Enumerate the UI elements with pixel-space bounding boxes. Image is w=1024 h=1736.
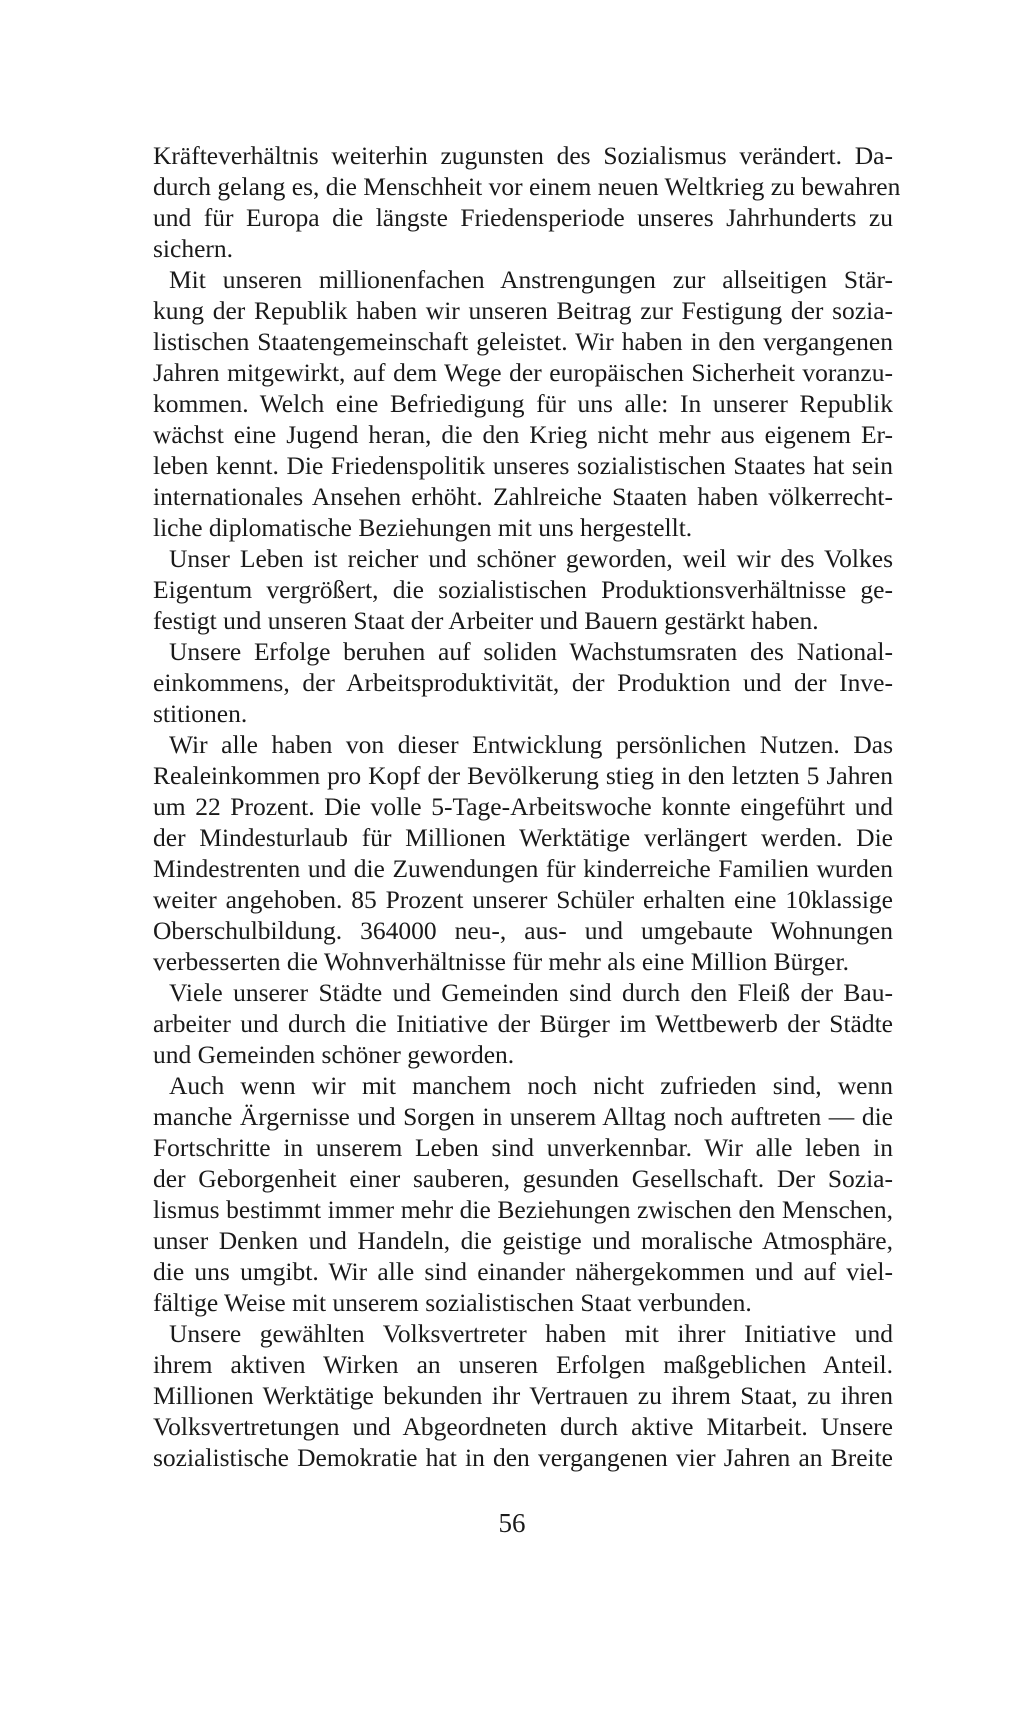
text-line: Realeinkommen pro Kopf der Bevölkerung stieg in den letzten 5 Jahren <box>153 761 893 790</box>
text-line: durch gelang es, die Menschheit vor einem neuen Weltkrieg zu bewahren <box>153 172 901 201</box>
paragraph <box>153 1318 893 1473</box>
text-line: ihrem aktiven Wirken an unseren Erfolgen maßgeblichen Anteil. <box>153 1350 893 1379</box>
text-line: arbeiter und durch die Initiative der Bürger im Wettbewerb der Städte <box>153 1009 893 1038</box>
paragraph <box>153 264 893 543</box>
text-line: Jahren mitgewirkt, auf dem Wege der europäischen Sicherheit voranzu- <box>153 358 893 387</box>
text-line: sozialistische Demokratie hat in den vergangenen vier Jahren an Breite <box>153 1443 893 1472</box>
text-line: kung der Republik haben wir unseren Beitrag zur Festigung der sozia- <box>153 296 893 325</box>
text-line: stitionen. <box>153 699 248 728</box>
text-line: sichern. <box>153 234 234 263</box>
text-line: Unser Leben ist reicher und schöner geworden, weil wir des Volkes <box>169 544 893 573</box>
text-line: internationales Ansehen erhöht. Zahlreiche Staaten haben völkerrecht- <box>153 482 893 511</box>
text-line: listischen Staatengemeinschaft geleistet. Wir haben in den vergangenen <box>153 327 893 356</box>
text-line: Millionen Werktätige bekunden ihr Vertrauen zu ihrem Staat, zu ihren <box>153 1381 893 1410</box>
text-line: der Geborgenheit einer sauberen, gesunden Gesellschaft. Der Sozia- <box>153 1164 893 1193</box>
text-line: verbesserten die Wohnverhältnisse für mehr als eine Million Bürger. <box>153 947 849 976</box>
text-line: Viele unserer Städte und Gemeinden sind durch den Fleiß der Bau- <box>169 978 893 1007</box>
text-line: und für Europa die längste Friedensperiode unseres Jahrhunderts zu <box>153 203 893 232</box>
text-line: manche Ärgernisse und Sorgen in unserem Alltag noch auftreten — die <box>153 1102 893 1131</box>
text-line: Mindestrenten und die Zuwendungen für kinderreiche Familien wurden <box>153 854 893 883</box>
text-line: leben kennt. Die Friedenspolitik unseres sozialistischen Staates hat sein <box>153 451 893 480</box>
text-line: Fortschritte in unserem Leben sind unverkennbar. Wir alle leben in <box>153 1133 893 1162</box>
text-line: der Mindesturlaub für Millionen Werktätige verlängert werden. Die <box>153 823 893 852</box>
text-line: weiter angehoben. 85 Prozent unserer Schüler erhalten eine 10klassige <box>153 885 893 914</box>
page-number: 56 <box>498 1508 526 1538</box>
text-line: lismus bestimmt immer mehr die Beziehungen zwischen den Menschen, <box>153 1195 893 1224</box>
text-line: Volksvertretungen und Abgeordneten durch aktive Mitarbeit. Unsere <box>153 1412 893 1441</box>
paragraph <box>153 729 893 977</box>
text-line: wächst eine Jugend heran, die den Krieg nicht mehr aus eigenem Er- <box>153 420 893 449</box>
paragraph <box>153 1070 893 1318</box>
paragraph <box>153 977 893 1070</box>
paragraph <box>153 543 893 636</box>
text-line: Wir alle haben von dieser Entwicklung persönlichen Nutzen. Das <box>169 730 893 759</box>
text-line: die uns umgibt. Wir alle sind einander nähergekommen und auf viel- <box>153 1257 893 1286</box>
paragraph <box>153 140 901 264</box>
text-line: Unsere gewählten Volksvertreter haben mit ihrer Initiative und <box>169 1319 893 1348</box>
text-line: und Gemeinden schöner geworden. <box>153 1040 515 1069</box>
body-text <box>153 140 901 1473</box>
text-line: Unsere Erfolge beruhen auf soliden Wachstumsraten des National- <box>169 637 893 666</box>
text-line: liche diplomatische Beziehungen mit uns hergestellt. <box>153 513 693 542</box>
text-line: kommen. Welch eine Befriedigung für uns alle: In unserer Republik <box>153 389 893 418</box>
text-line: fältige Weise mit unserem sozialistischen Staat verbunden. <box>153 1288 752 1317</box>
text-line: Auch wenn wir mit manchem noch nicht zufrieden sind, wenn <box>169 1071 893 1100</box>
text-line: einkommens, der Arbeitsproduktivität, der Produktion und der Inve- <box>153 668 893 697</box>
text-line: Mit unseren millionenfachen Anstrengungen zur allseitigen Stär- <box>169 265 893 294</box>
paragraph <box>153 636 893 729</box>
text-line: um 22 Prozent. Die volle 5-Tage-Arbeitswoche konnte eingeführt und <box>153 792 893 821</box>
text-line: Eigentum vergrößert, die sozialistischen Produktionsverhältnisse ge- <box>153 575 893 604</box>
text-line: unser Denken und Handeln, die geistige und moralische Atmosphäre, <box>153 1226 893 1255</box>
text-line: festigt und unseren Staat der Arbeiter und Bauern gestärkt haben. <box>153 606 819 635</box>
text-line: Kräfteverhältnis weiterhin zugunsten des Sozialismus verändert. Da- <box>153 141 893 170</box>
text-line: Oberschulbildung. 364000 neu-, aus- und umgebaute Wohnungen <box>153 916 893 945</box>
